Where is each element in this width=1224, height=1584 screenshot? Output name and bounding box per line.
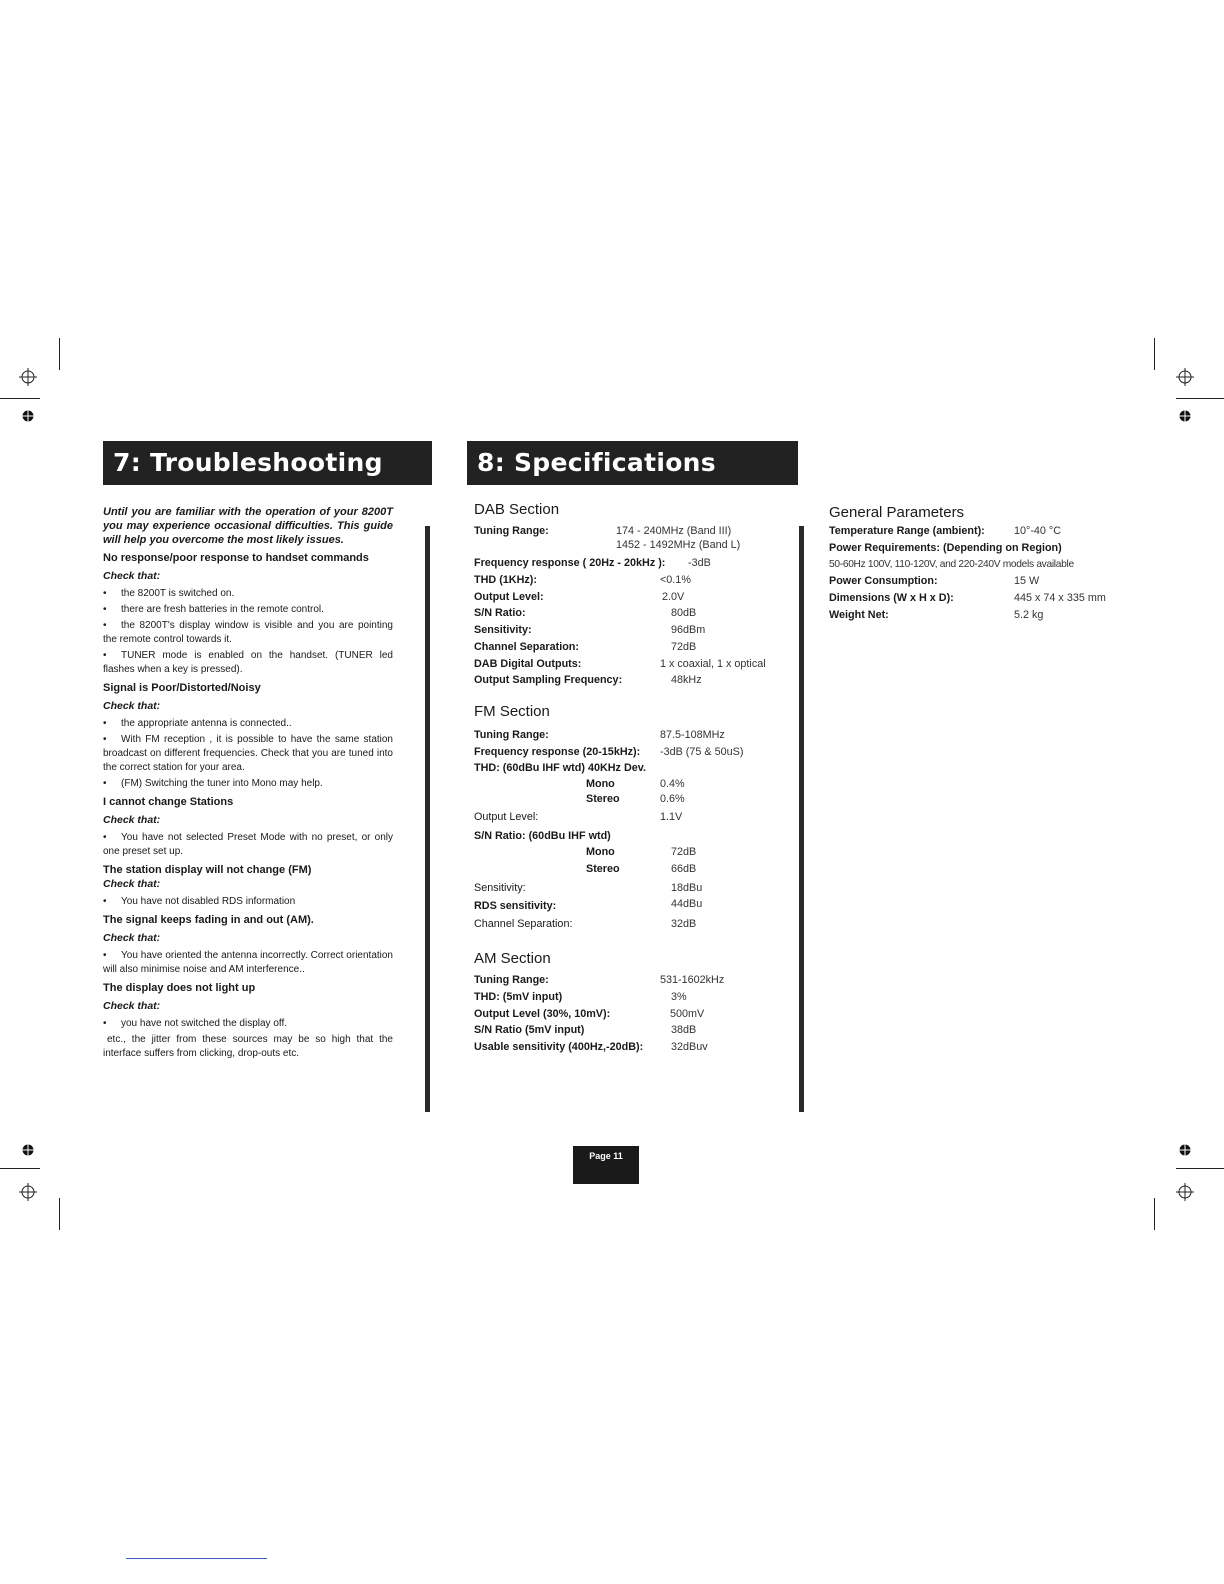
dab-section-title: DAB Section <box>474 501 560 518</box>
spec-value: 87.5-108MHz <box>660 729 725 741</box>
spec-sublabel: Stereo <box>586 793 620 805</box>
general-consumption-row <box>829 574 1129 588</box>
spec-value: -3dB (75 & 50uS) <box>660 746 744 758</box>
general-temp-row <box>829 524 1129 538</box>
spec-label: Frequency response (20-15kHz): <box>474 746 641 758</box>
spec-label: Output Level: <box>474 811 539 823</box>
troubleshooting-body <box>103 505 393 1063</box>
spec-label: RDS sensitivity: <box>474 900 557 912</box>
registration-dot-icon <box>22 1144 34 1156</box>
spec-label: Tuning Range: <box>474 974 549 986</box>
spec-value: 72dB <box>671 640 697 653</box>
spec-row <box>474 573 794 587</box>
crop-mark-top-right-h <box>1176 398 1224 399</box>
fm-sn-row <box>474 829 794 843</box>
spec-value: 10°-40 °C <box>1014 525 1062 537</box>
spec-value: 80dB <box>671 607 697 620</box>
issue-question: The station display will not change (FM) <box>103 864 312 876</box>
general-dims-row <box>829 591 1129 605</box>
fm-separation-row <box>474 917 794 931</box>
spec-row <box>474 990 794 1004</box>
spec-value: 2.0V <box>662 590 685 603</box>
spec-label: THD: (60dBu IHF wtd) 40KHz Dev. <box>474 762 646 774</box>
registration-target-icon <box>1176 368 1194 386</box>
registration-dot-icon <box>1179 1144 1191 1156</box>
check-label: Check that: <box>103 700 161 712</box>
column-divider <box>425 526 430 1112</box>
spec-label: S/N Ratio: <box>474 607 526 620</box>
registration-target-icon <box>19 368 37 386</box>
spec-row <box>474 1040 794 1054</box>
dab-tuning-row <box>474 524 794 538</box>
spec-label: Channel Separation: <box>474 640 579 653</box>
spec-row <box>474 623 794 637</box>
list-item: • the appropriate antenna is connected.. <box>103 718 292 729</box>
fm-section-title: FM Section <box>474 703 550 720</box>
spec-label: THD: (5mV input) <box>474 990 563 1003</box>
list-item: • With FM reception , it is possible to have the same station broadcast on different frequencies. Check that you are tuned into the correct station for your area. <box>103 734 393 773</box>
spec-value: 1452 - 1492MHz (Band L) <box>616 539 741 551</box>
spec-value: 0.4% <box>660 778 685 790</box>
spec-sublabel: Mono <box>586 846 615 858</box>
spec-value: 50-60Hz 100V, 110-120V, and 220-240V models available <box>829 559 1074 570</box>
troubleshooting-heading: 7: Troubleshooting <box>103 441 432 485</box>
fm-frequency-row <box>474 745 794 759</box>
spec-label: Output Level: <box>474 590 544 603</box>
registration-dot-icon <box>22 410 34 422</box>
crop-mark-bottom-left <box>59 1198 60 1230</box>
spec-row <box>474 973 794 987</box>
fm-output-row <box>474 810 794 824</box>
fm-rds-row <box>474 899 794 913</box>
spec-value: 1.1V <box>660 811 683 823</box>
spec-value: 445 x 74 x 335 mm <box>1014 592 1106 604</box>
spec-value: <0.1% <box>660 574 691 586</box>
am-section-title: AM Section <box>474 950 551 967</box>
list-item: • the 8200T is switched on. <box>103 588 235 599</box>
spec-row <box>474 1007 794 1021</box>
check-label: Check that: <box>103 878 161 890</box>
spec-value: 48kHz <box>671 674 702 687</box>
check-label: Check that: <box>103 1000 161 1012</box>
spec-label: Sensitivity: <box>474 624 532 637</box>
spec-label: Temperature Range (ambient): <box>829 525 985 537</box>
spec-value: 38dB <box>671 1024 697 1037</box>
spec-row <box>474 673 794 687</box>
spec-label: Tuning Range: <box>474 729 549 741</box>
crop-mark-bottom-right-h <box>1176 1168 1224 1169</box>
column-divider <box>799 526 804 1112</box>
crop-mark-top-right <box>1154 338 1155 370</box>
spec-row <box>474 640 794 654</box>
spec-label: Dimensions (W x H x D): <box>829 592 954 604</box>
spec-label: Tuning Range: <box>474 525 549 537</box>
spec-row <box>474 1023 794 1037</box>
spec-value: 0.6% <box>660 793 685 805</box>
fm-sn-stereo-row <box>474 862 794 876</box>
issue-question: I cannot change Stations <box>103 796 234 808</box>
spec-label: Output Sampling Frequency: <box>474 674 623 687</box>
spec-value: 15 W <box>1014 575 1040 587</box>
spec-value: 66dB <box>671 863 697 875</box>
list-item: • (FM) Switching the tuner into Mono may help. <box>103 778 323 789</box>
spec-sublabel: Mono <box>586 778 615 790</box>
spec-label: THD (1KHz): <box>474 574 537 586</box>
general-section-title: General Parameters <box>829 504 965 521</box>
registration-dot-icon <box>1179 410 1191 422</box>
spec-value: 32dB <box>671 918 697 930</box>
list-item: • you have not switched the display off. <box>103 1018 288 1029</box>
dab-tuning-row-2 <box>474 538 794 552</box>
issue-question: No response/poor response to handset commands <box>103 552 369 564</box>
list-item: • there are fresh batteries in the remote control. <box>103 604 324 615</box>
spec-sublabel: Stereo <box>586 863 620 875</box>
spec-label: Usable sensitivity (400Hz,-20dB): <box>474 1041 644 1054</box>
spec-label: S/N Ratio (5mV input) <box>474 1024 585 1037</box>
spec-label: DAB Digital Outputs: <box>474 657 582 670</box>
fm-thd-stereo-row <box>474 792 794 806</box>
spec-label: Channel Separation: <box>474 918 573 930</box>
spec-label: Sensitivity: <box>474 882 526 894</box>
crop-mark-bottom-left-h <box>0 1168 40 1169</box>
spec-value: 174 - 240MHz (Band III) <box>616 525 732 537</box>
fm-thd-row <box>474 761 794 775</box>
spec-label: Weight Net: <box>829 609 889 621</box>
check-label: Check that: <box>103 932 161 944</box>
list-item: • You have not selected Preset Mode with no preset, or only one preset set up. <box>103 832 393 857</box>
spec-row <box>474 657 794 671</box>
fm-thd-mono-row <box>474 777 794 791</box>
spec-value: 18dBu <box>671 882 703 894</box>
troubleshooting-intro: Until you are familiar with the operation of your 8200T you may experience occasional difficulties. This guide will help you overcome the most likely issues. <box>103 506 393 546</box>
check-label: Check that: <box>103 814 161 826</box>
spec-label: Power Consumption: <box>829 575 938 587</box>
spec-value: 96dBm <box>671 624 706 637</box>
registration-target-icon <box>1176 1183 1194 1201</box>
spec-label: Output Level (30%, 10mV): <box>474 1007 611 1020</box>
spec-label: S/N Ratio: (60dBu IHF wtd) <box>474 830 611 842</box>
spec-value: 44dBu <box>671 898 703 910</box>
list-item: • You have not disabled RDS information <box>103 896 296 907</box>
list-item: • You have oriented the antenna incorrectly. Correct orientation will also minimise noise and AM interference.. <box>103 950 393 975</box>
check-label: Check that: <box>103 570 161 582</box>
spec-value: 1 x coaxial, 1 x optical <box>660 657 766 670</box>
list-item: • the 8200T's display window is visible and you are pointing the remote control towards it. <box>103 620 393 645</box>
spec-value: 3% <box>671 990 687 1003</box>
spec-row <box>474 590 794 604</box>
list-item: • TUNER mode is enabled on the handset. (TUNER led flashes when a key is pressed). <box>103 650 393 675</box>
hyperlink-underline <box>126 1558 267 1559</box>
crop-mark-top-left <box>59 338 60 370</box>
spec-label: Frequency response ( 20Hz - 20kHz ): <box>474 557 666 569</box>
trailing-text: etc., the jitter from these sources may be so high that the interface suffers from clicking, drop-outs etc. <box>103 1034 393 1059</box>
spec-value: -3dB <box>688 557 711 569</box>
general-weight-row <box>829 608 1129 622</box>
crop-mark-bottom-right <box>1154 1198 1155 1230</box>
general-power-req-row <box>829 541 1129 555</box>
dab-frequency-row <box>474 556 794 570</box>
crop-mark-top-left-h <box>0 398 40 399</box>
fm-sn-mono-row <box>474 845 794 859</box>
spec-value: 500mV <box>670 1007 705 1020</box>
issue-question: The display does not light up <box>103 982 256 994</box>
spec-value: 32dBuv <box>671 1041 708 1054</box>
fm-tuning-row <box>474 728 794 742</box>
issue-question: The signal keeps fading in and out (AM). <box>103 914 314 926</box>
registration-target-icon <box>19 1183 37 1201</box>
spec-value: 5.2 kg <box>1014 609 1044 621</box>
fm-sensitivity-row <box>474 881 794 895</box>
specifications-heading: 8: Specifications <box>467 441 798 485</box>
page-number: Page 11 <box>573 1146 639 1184</box>
spec-value: 72dB <box>671 846 697 858</box>
spec-row <box>474 606 794 620</box>
issue-question: Signal is Poor/Distorted/Noisy <box>103 682 261 694</box>
general-power-req-value-row <box>829 558 1129 572</box>
spec-label: Power Requirements: (Depending on Region) <box>829 542 1062 554</box>
spec-value: 531-1602kHz <box>660 974 725 986</box>
